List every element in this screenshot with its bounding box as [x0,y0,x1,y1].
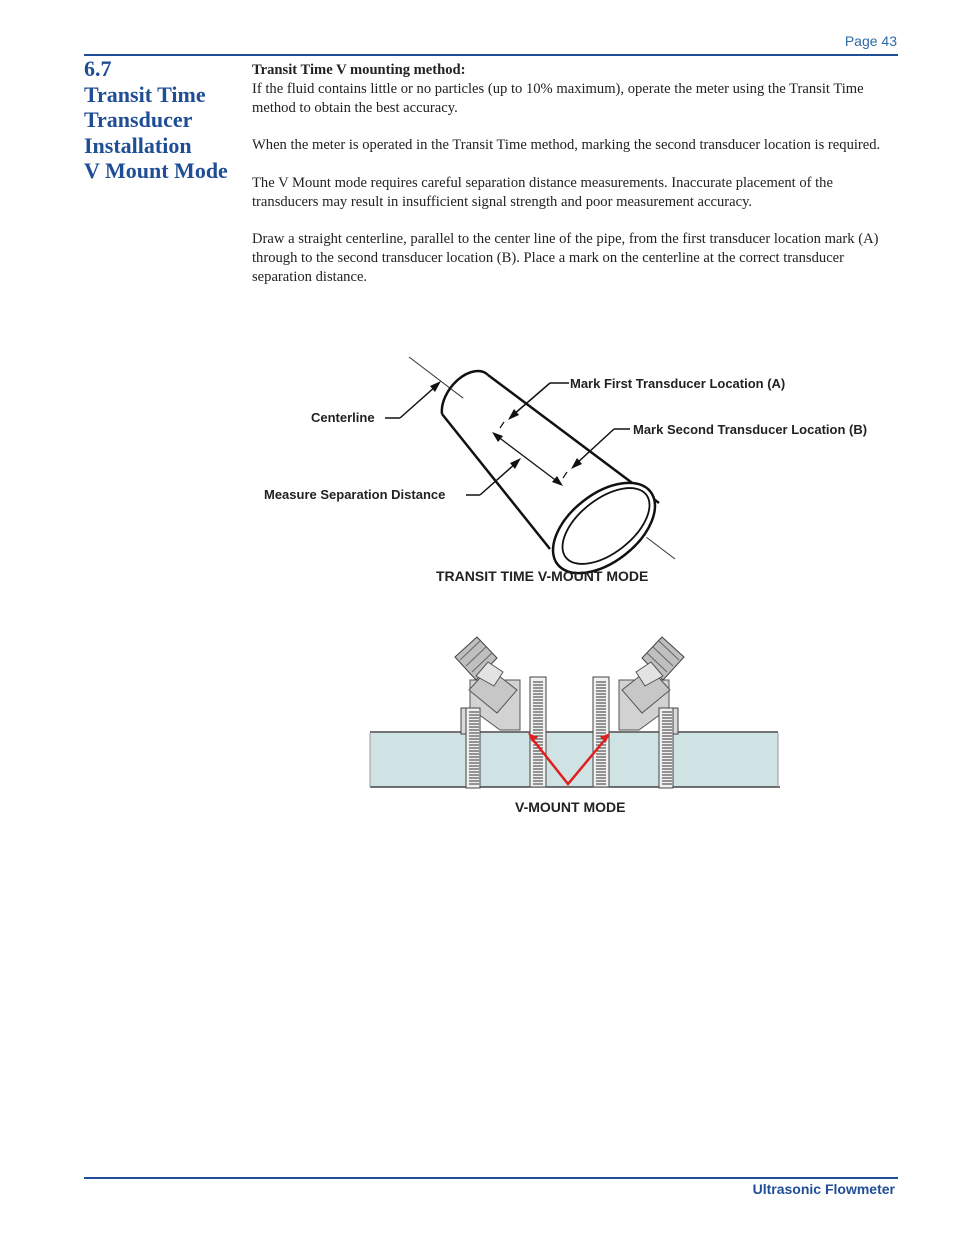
section-title-line-3: Installation [84,132,192,158]
label-centerline: Centerline [311,410,375,425]
section-number: 6.7 [84,56,112,81]
body-paragraph: When the meter is operated in the Transit Time method, marking the second transducer location is required. [252,137,881,154]
label-first-transducer: Mark First Transducer Location (A) [570,376,786,391]
label-second-transducer: Mark Second Transducer Location (B) [633,422,868,437]
body-subheading: Transit Time V mounting method: [252,62,466,78]
label-separation-distance: Measure Separation Distance [264,487,446,502]
body-paragraph: The V Mount mode requires careful separation distance measurements. Inaccurate placement of the transducers may result in insufficient signal strength and poor measurement accuracy. [252,174,833,210]
body-paragraph: Draw a straight centerline, parallel to the center line of the pipe, from the first transducer location mark (A) through to the second transducer location (B). Place a mark on the centerline at the correct transducer separation distance. [252,231,879,285]
figure2-caption: V-MOUNT MODE [515,799,626,815]
section-title-line-1: Transit Time [84,81,206,107]
footer-product: Ultrasonic Flowmeter [752,1181,895,1197]
v-mount-figure [370,637,780,788]
body-paragraph: If the fluid contains little or no particles (up to 10% maximum), operate the meter using the Transit Time method to obtain the best accuracy. [252,80,864,116]
section-title-line-4: V Mount Mode [84,158,228,183]
section-title-line-2: Transducer [84,107,193,132]
footer-rule [84,1177,898,1179]
pipe-section [370,733,778,787]
figure1-caption: TRANSIT TIME V-MOUNT MODE [436,568,649,584]
page-number: Page 43 [844,33,897,49]
